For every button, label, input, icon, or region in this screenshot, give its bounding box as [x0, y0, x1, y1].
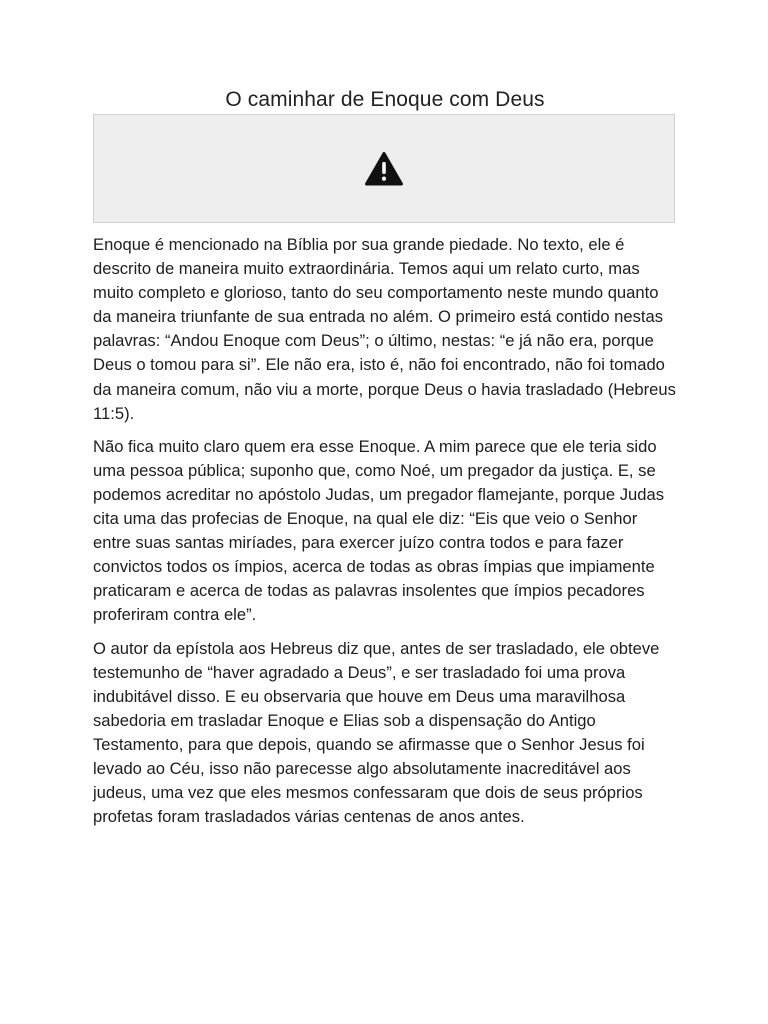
- broken-image-placeholder: [93, 114, 675, 223]
- document-body: [93, 233, 677, 829]
- paragraph: Enoque é mencionado na Bíblia por sua grande piedade. No texto, ele é descrito de maneira muito extraordinária. Temos aqui um relato curto, mas muito completo e glorioso, tanto do seu comportamento neste mundo quanto da maneira triunfante de sua entrada no além. O primeiro está contido nestas palavras: “Andou Enoque com Deus”; o último, nestas: “e já não era, porque Deus o tomou para si”. Ele não era, isto é, não foi encontrado, não foi tomado da maneira comum, não viu a morte, porque Deus o havia trasladado (Hebreus 11:5).: [93, 235, 676, 423]
- paragraph: O autor da epístola aos Hebreus diz que, antes de ser trasladado, ele obteve testemunho de “haver agradado a Deus”, e ser trasladado foi uma prova indubitável disso. E eu observaria que houve em Deus uma maravilhosa sabedoria em trasladar Enoque e Elias sob a dispensação do Antigo Testamento, para que depois, quando se afirmasse que o Senhor Jesus foi levado ao Céu, isso não parecesse algo absolutamente inacreditável aos judeus, uma vez que eles mesmos confessaram que dois de seus próprios profetas foram trasladados várias centenas de anos antes.: [93, 638, 660, 827]
- page-title: O caminhar de Enoque com Deus: [225, 88, 545, 111]
- document-page: [93, 86, 677, 838]
- paragraph: Não fica muito claro quem era esse Enoque. A mim parece que ele teria sido uma pessoa pública; suponho que, como Noé, um pregador da justiça. E, se podemos acreditar no apóstolo Judas, um pregador flamejante, porque Judas cita uma das profecias de Enoque, na qual ele diz: “Eis que veio o Senhor entre suas santas miríades, para exercer juízo contra todos e para fazer convictos todos os ímpios, acerca de todas as obras ímpias que impiamente praticaram e acerca de todas as palavras insolentes que ímpios pecadores proferiram contra ele”.: [93, 436, 664, 625]
- warning-icon: [365, 152, 403, 186]
